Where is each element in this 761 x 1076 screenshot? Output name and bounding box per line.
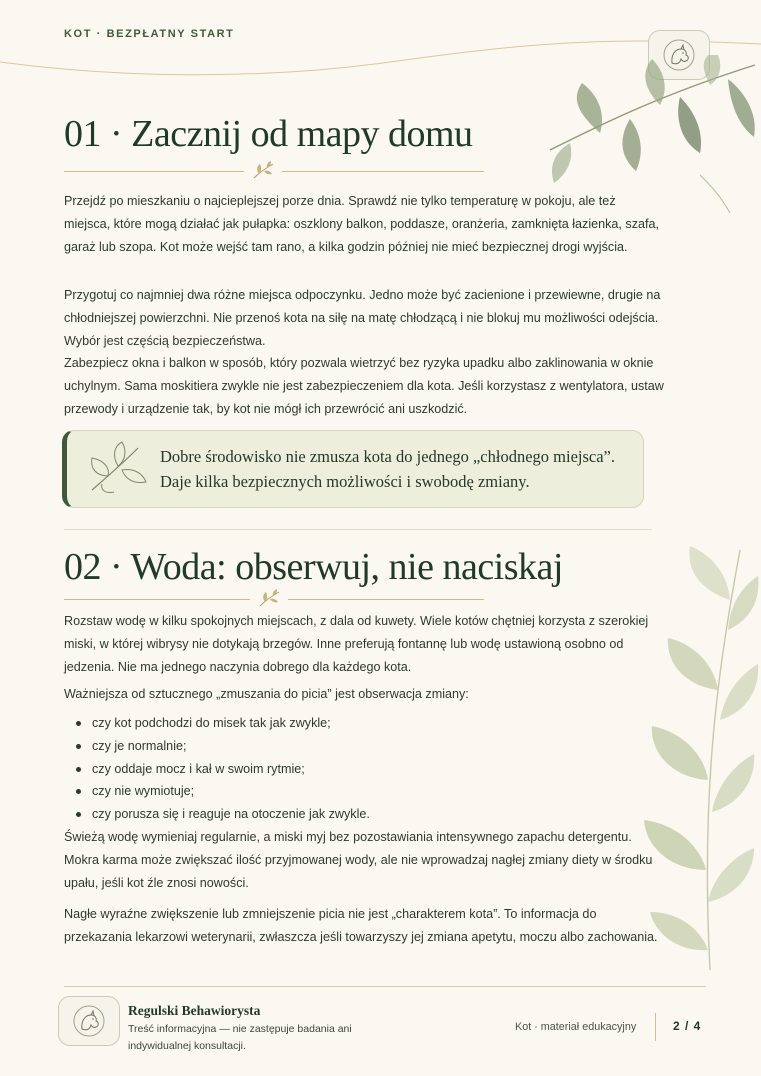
title-divider bbox=[64, 160, 484, 182]
footer-divider bbox=[655, 1013, 656, 1041]
list-item: czy porusza się i reaguje na otoczenie jak zwykle. bbox=[74, 803, 634, 826]
list-item: czy nie wymiotuje; bbox=[74, 780, 634, 803]
list-item: czy kot podchodzi do misek tak jak zwykle; bbox=[74, 712, 634, 735]
callout-text: Dobre środowisko nie zmusza kota do jednego „chłodnego miejsca”. Daje kilka bezpiecznych możliwości i swobodę zmiany. bbox=[160, 447, 615, 491]
list-item: czy oddaje mocz i kał w swoim rytmie; bbox=[74, 758, 634, 781]
leaf-branch-icon bbox=[86, 440, 148, 496]
section-1-paragraph-3: Zabezpiecz okna i balkon w sposób, który pozwala wietrzyć bez ryzyka upadku albo zaklinowania w oknie uchylnym. Sama moskitiera zwykle nie jest zabezpieczeniem dla kota. Jeśli korzystasz z wentylatora, ustaw przewody i urządzenie tak, by kot nie mógł ich przewrócić ani uszkodzić. bbox=[64, 356, 664, 416]
header-label: KOT · BEZPŁATNY START bbox=[64, 28, 235, 40]
footer-brand: Regulski Behawiorysta bbox=[128, 1003, 261, 1018]
sprig-icon bbox=[250, 160, 276, 182]
footer-document-type: Kot · materiał edukacyjny bbox=[515, 1021, 637, 1033]
footer-disclaimer: Treść informacyjna — nie zastępuje badania ani indywidualnej konsultacji. bbox=[128, 1023, 352, 1052]
footer-separator bbox=[64, 986, 706, 987]
section-2-paragraph-4: Nagłe wyraźne zwiększenie lub zmniejszenie picia nie jest „charakterem kota”. To informacja do przekazania lekarzowi weterynarii, zwłaszcza jeśli towarzyszy jej zmiana apetytu, moczu albo zachowania. bbox=[64, 907, 658, 944]
sprig-icon bbox=[256, 588, 282, 610]
section-2-intro: Rozstaw wodę w kilku spokojnych miejscach, z dala od kuwety. Wiele kotów chętniej korzysta z szerokiej miski, w której wibrysy nie dotykają brzegów. Inne preferują fontannę lub wodę ustawioną osobno od jedzenia. Nie ma jednego naczynia dobrego dla każdego kota. bbox=[64, 614, 649, 674]
section-2-title: 02 · Woda: obserwuj, nie naciskaj bbox=[64, 546, 563, 588]
observation-list bbox=[74, 712, 634, 826]
page-number: 2 / 4 bbox=[673, 1019, 702, 1033]
section-2-lead: Ważniejsza od sztucznego „zmuszania do picia” jest obserwacja zmiany: bbox=[64, 687, 469, 701]
section-1-paragraph-2: Przygotuj co najmniej dwa różne miejsca odpoczynku. Jedno może być zacienione i przewiewne, drugie na chłodniejszej powierzchni. Nie przenoś kota na siłę na matę chłodzącą i nie blokuj mu możliwości odejścia. Wybór jest częścią bezpieczeństwa. bbox=[64, 288, 661, 348]
section-1-paragraph-1: Przejdź po mieszkaniu o najcieplejszej porze dnia. Sprawdź nie tylko temperaturę w pokoju, ale też miejsca, które mogą działać jak pułapka: oszklony balkon, poddasze, oranżeria, zamknięta łazienka, szafa, garaż lub szopa. Kot może wejść tam rano, a kilka godzin później nie mieć bezpiecznej drogi wyjścia. bbox=[64, 194, 660, 254]
title-divider bbox=[64, 588, 484, 610]
section-separator bbox=[64, 529, 652, 530]
section-1-title: 01 · Zacznij od mapy domu bbox=[64, 113, 473, 155]
dog-cat-logo-icon bbox=[58, 996, 120, 1046]
list-item: czy je normalnie; bbox=[74, 735, 634, 758]
section-2-paragraph-3: Świeżą wodę wymieniaj regularnie, a miski myj bez pozostawiania intensywnego zapachu detergentu. Mokra karma może zwiększać ilość przyjmowanej wody, ale nie wprowadzaj nagłej zmiany diety w środku upału, jeśli kot źle znosi nowości. bbox=[64, 830, 653, 890]
